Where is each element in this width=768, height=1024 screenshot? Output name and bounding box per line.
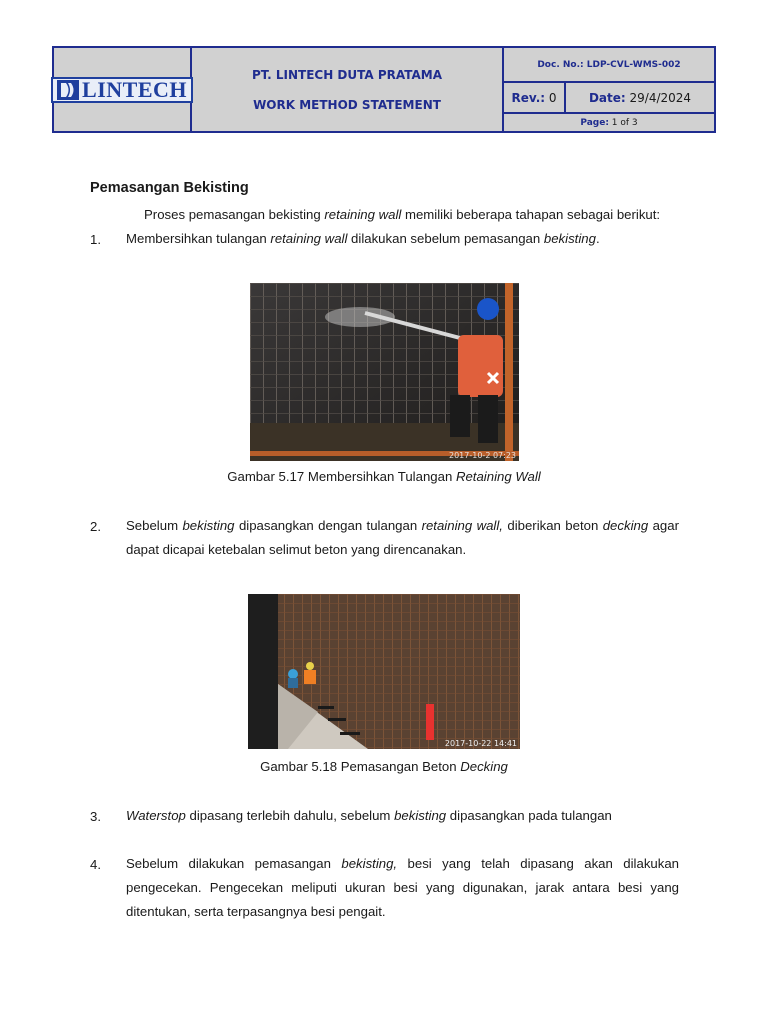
lintech-logo-icon	[57, 80, 79, 100]
rebar-cleaning-image	[250, 283, 519, 461]
document-header	[52, 46, 716, 133]
revision: Rev.: 0	[504, 83, 566, 112]
document-date: Date: 29/4/2024	[588, 90, 692, 105]
section-title: Pemasangan Bekisting	[90, 180, 249, 196]
rev-date-row	[504, 83, 714, 114]
step-1-text: Membersihkan tulangan retaining wall dilakukan sebelum pemasangan bekisting.	[126, 231, 600, 246]
document-title: WORK METHOD STATEMENT	[253, 97, 441, 112]
concrete-decking-image	[248, 594, 520, 749]
step-1-number: 1.	[90, 232, 101, 247]
page-number: Page: 1 of 3	[580, 117, 638, 128]
company-logo	[51, 77, 193, 103]
intro-paragraph: Proses pemasangan bekisting retaining wall memiliki beberapa tahapan sebagai berikut:	[144, 207, 661, 222]
figure-5-17-caption: Gambar 5.17 Membersihkan Tulangan Retaining Wall	[227, 469, 541, 484]
doc-info-cell	[504, 48, 714, 131]
step-4-number: 4.	[90, 857, 101, 872]
figure-5-17-photo	[250, 283, 519, 461]
title-cell	[192, 48, 504, 131]
step-3-number: 3.	[90, 809, 101, 824]
logo-cell	[54, 48, 192, 131]
figure-5-18-caption: Gambar 5.18 Pemasangan Beton Decking	[260, 759, 508, 774]
logo-text: LINTECH	[82, 76, 187, 102]
step-2-text: Sebelum bekisting dipasangkan dengan tulangan retaining wall, diberikan beton decking agar dapat dicapai ketebalan selimut beton yang direncanakan.	[126, 518, 679, 557]
photo-timestamp: 2017-10-2 07:23	[449, 451, 516, 460]
step-3-text: Waterstop dipasang terlebih dahulu, sebelum bekisting dipasangkan pada tulangan	[126, 808, 612, 823]
figure-5-18-photo	[248, 594, 520, 749]
step-2-number: 2.	[90, 519, 101, 534]
company-name: PT. LINTECH DUTA PRATAMA	[251, 67, 443, 82]
doc-number: Doc. No.: LDP-CVL-WMS-002	[504, 48, 714, 83]
photo-timestamp: 2017-10-22 14:41	[444, 739, 517, 748]
step-4-text: Sebelum dilakukan pemasangan bekisting, besi yang telah dipasang akan dilakukan pengecekan. Pengecekan meliputi ukuran besi yang digunakan, jarak antara besi yang ditentukan, serta terpasangnya besi pengait.	[126, 856, 680, 919]
